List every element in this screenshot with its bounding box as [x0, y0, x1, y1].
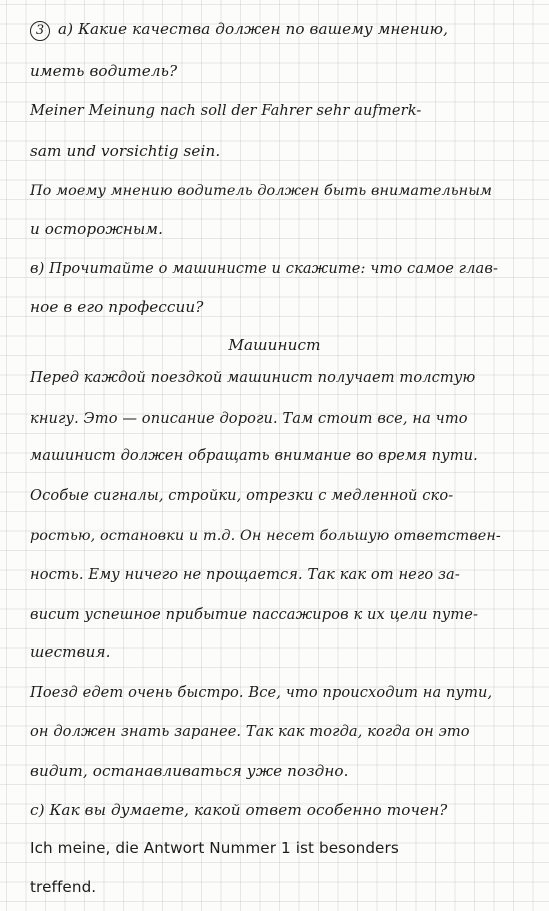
text-title: Машинист	[228, 336, 321, 354]
text-line: в) Прочитайте о машинисте и скажите: что самое глав-	[30, 260, 498, 277]
text-line: с) Как вы думаете, какой ответ особенно точен?	[30, 801, 448, 819]
task-number-circle: 3	[30, 21, 50, 41]
text-line: висит успешное прибытие пассажиров к их цели путе-	[30, 606, 478, 623]
text-line: ное в его профессии?	[30, 298, 204, 316]
text-line: а) Какие качества должен по вашему мнению,	[58, 20, 449, 38]
text-line: шествия.	[30, 643, 111, 661]
text-line: ность. Ему ничего не прощается. Так как от него за-	[30, 566, 460, 583]
text-line: он должен знать заранее. Так как тогда, когда он это	[30, 723, 470, 740]
text-line: ростью, остановки и т.д. Он несет большую ответствен-	[30, 528, 501, 544]
text-line: Перед каждой поездкой машинист получает толстую	[30, 369, 476, 386]
text-line: treffend.	[30, 878, 97, 896]
text-line: По моему мнению водитель должен быть внимательным	[30, 183, 493, 199]
text-line: книгу. Это — описание дороги. Там стоит все, на что	[30, 410, 468, 427]
text-line: Ich meine, die Antwort Nummer 1 ist besonders	[30, 839, 399, 857]
text-line: иметь водитель?	[30, 62, 178, 80]
text-line: видит, останавливаться уже поздно.	[30, 762, 349, 780]
text-line: машинист должен обращать внимание во время пути.	[30, 447, 478, 464]
text-line: Meiner Meinung nach soll der Fahrer sehr aufmerk-	[30, 102, 422, 119]
text-line: и осторожным.	[30, 220, 164, 238]
text-line: Особые сигналы, стройки, отрезки с медленной ско-	[30, 487, 454, 504]
text-line: Поезд едет очень быстро. Все, что происходит на пути,	[30, 684, 493, 701]
text-line: sam und vorsichtig sein.	[30, 142, 221, 160]
